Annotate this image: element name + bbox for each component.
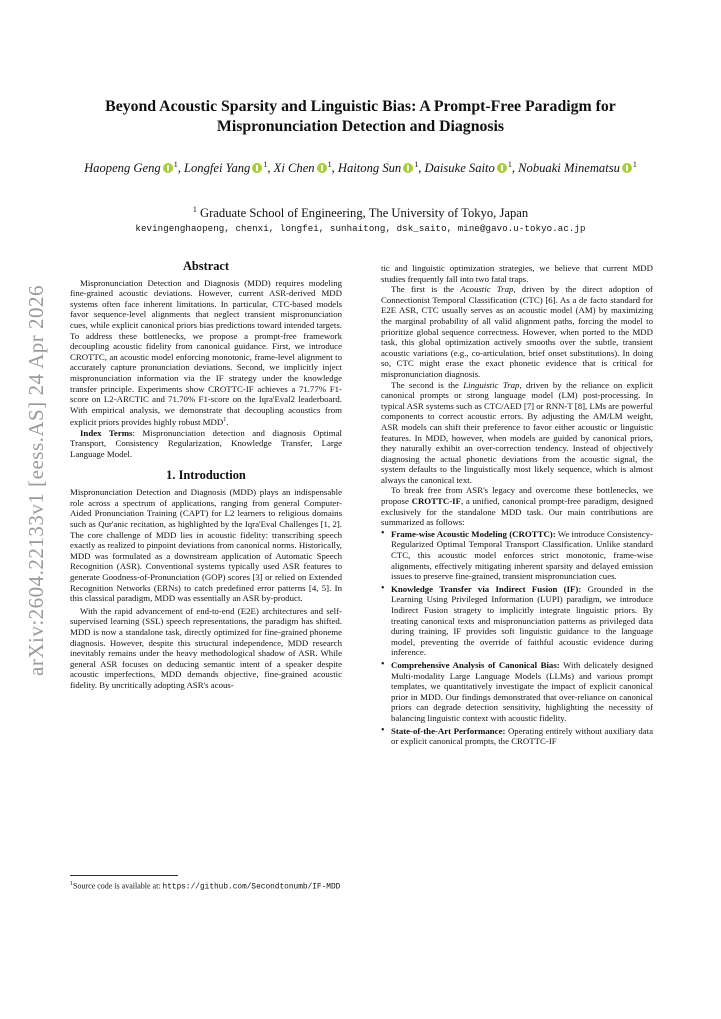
right-column [381,263,653,749]
author-name: Xi Chen [273,161,315,176]
footnote-divider [70,875,178,876]
arxiv-identifier: arXiv:2604.22133v1 [eess.AS] 24 Apr 2026 [23,284,48,676]
author-emails[interactable]: kevingenghaopeng, chenxi, longfei, sunhaitong, dsk_saito, mine@gavo.u-tokyo.ac.jp [135,223,586,234]
footnote-marker[interactable]: 1 [223,417,227,424]
index-terms: Index Terms: Mispronunciation detection and diagnosis Optimal Transport, Consistency Regularization, Knowledge Transfer, Large Language Model. [70,427,343,460]
source-code-link[interactable]: https://github.com/Secondtonumb/IF-MDD [162,883,341,892]
orcid-icon[interactable] [497,163,507,173]
body-paragraph: The second is the Linguistic Trap, driven by the reliance on explicit canonical prompts or strong language model (LM) post-processing. In typical ASR systems such as CTC/AED [7] or RNN-T [8], LMs are powerful components to correct acoustic errors. By adjusting the AM/LM weight, ASR models can shift their preference to favor either acoustic or linguistic features. In MDD, however, when models are guided by canonical priors, they naturally exhibit an over-correction tendency. Instead of objectively diagnosing the actual phonetic deviations from the acoustic signal, the system defaults to the linguistically most likely sequence, which is almost always the canonical text. [381,379,653,485]
body-paragraph: tic and linguistic optimization strategies, we believe that current MDD studies frequently fall into two fatal traps. [381,263,653,284]
orcid-icon[interactable] [622,163,632,173]
section-heading-introduction: 1. Introduction [166,467,246,482]
author-name: Daisuke Saito [424,161,495,176]
list-item: • Frame-wise Acoustic Modeling (CROTTC): We introduce Consistency-Regularized Optimal Temporal Transport Classification. Unlike standard CTC, this acoustic model enforces strict monotonic, frame-wise alignments, effectively mitigating inherent sparsity and delayed emission issues to preserve fine-grained, transient mispronunciation cues. [381,529,653,582]
list-item: • Knowledge Transfer via Indirect Fusion (IF): Grounded in the Learning Using Privileged Information (LUPI) paradigm, we introduce Indirect Fusion stragety to implicitly integrate linguistic priors. By treating canonical texts and mispronunciation patterns as privileged data during training, IF provides soft linguistic guidance to the language model, preventing the override of faithful acoustic evidence during inference. [381,584,653,658]
left-column [70,261,342,690]
footnote: $^1$Source code is available at: https://github.com/Secondtonumb/IF-MDD [70,881,341,892]
orcid-icon[interactable] [403,163,413,173]
abstract-heading: Abstract [182,259,230,273]
author-name: Haitong Sun [337,161,402,176]
list-item: • State-of-the-Art Performance: Operating entirely without auxiliary data or explicit canonical prompts, the CROTTC-IF [381,726,653,747]
author-list: Haopeng Geng $^1$, Longfei Yang $^1$, Xi Chen $^1$, Haitong Sun $^1$, Daisuke Saito $^1$, Nobuaki Minematsu $^1$ [84,160,637,176]
body-paragraph: To break free from ASR's legacy and overcome these bottlenecks, we propose CROTTC-IF, a unified, canonical prompt-free paradigm, designed exclusively for the standalone MDD task. Our main contributions are summarized as follows: [381,485,653,528]
orcid-icon[interactable] [163,163,173,173]
abstract-text: Mispronunciation Detection and Diagnosis (MDD) requires modeling fine-grained acoustic deviations. However, current ASR-derived MDD systems often face inherent limitations. In particular, CTC-based models favor sequence-level alignments that neglect transient mispronunciation cues, while explicit canonical priors bias predictions toward intended targets. To address these bottlenecks, we propose a prompt-free framework decoupling acoustic fidelity from canonical guidance. First, we introduce CROTTC, an acoustic model enforcing monotonic, frame-level alignment to accurately capture pronunciation deviations. Second, we implicitly inject mispronunciation information via the IF strategy under the knowledge transfer principle. Experiments show CROTTC-IF achieves a 71.77% F1-score on L2-ARCTIC and 71.70% F1-score on the Iqra'Eval2 leaderboard. With empirical analysis, we demonstrate that decoupling acoustics from explicit priors provides highly robust MDD$^1$. [70,277,342,428]
body-paragraph: The first is the Acoustic Trap, driven by the direct adoption of Connectionist Temporal Classification (CTC) [6]. As a de facto standard for E2E ASR, CTC usually serves as an acoustic model (AM) by maximizing the marginal probability of all valid alignment paths, forcing the model to prioritize global sequence correctness. However, when ported to the MDD task, this global optimization actively smooths over the subtle, transient acoustic variations (e.g., co-articulation, brief onset substitutions). In doing so, CTC might erase the exact phonetic evidence that is critical for mispronunciation diagnosis. [381,284,653,379]
orcid-icon[interactable] [252,163,262,173]
contribution-list [381,529,653,747]
list-item: • Comprehensive Analysis of Canonical Bias: With delicately designed Multi-modality Large Language Models (LLMs) and various prompt templates, we quantitatively investigate the impact of explicit canonical prior in MDD. Our findings demonstrated that over-reliance on canonical priors can degrade detection sensitivity, highlighting the necessity of balancing linguistic context with acoustic fidelity. [381,660,653,724]
author-name: Haopeng Geng [84,161,161,176]
paper-title: Beyond Acoustic Sparsity and Linguistic Bias: A Prompt-Free Paradigm for Mispronunciation Detection and Diagnosis [105,98,616,135]
intro-paragraph: With the rapid advancement of end-to-end (E2E) architectures and self-supervised learning (SSL) speech representations, the paradigm has shifted. MDD is now a standalone task, directly optimized for fine-grained phoneme diagnosis. However, despite this structural independence, MDD research inevitably remains under the heavy methodological shadow of ASR. While general ASR focuses on deducing semantic intent of a speaker despite acoustic imperfections, MDD demands objective, fine-grained acoustic fidelity. By uncritically adopting ASR's acous- [70,605,342,690]
author-name: Longfei Yang [183,161,251,176]
intro-paragraph: Mispronunciation Detection and Diagnosis (MDD) plays an indispensable role across a spectrum of applications, ranging from general Computer-Aided Pronunciation Training (CAPT) for L2 learners to religious domains such as Qur'anic recitation, as highlighted by the Iqra'Eval Challenges [1, 2]. The core challenge of MDD lies in acoustic fidelity: transcribing speech exactly as realized to pinpoint deviations from canonical norms. Historically, MDD was formulated as a downstream application of Automatic Speech Recognition (ASR). Conventional systems typically used ASR features to generate Goodness-of-Pronunciation (GOP) scores [3] or relied on Extended Recognition Networks (ERNs) to catch predefined error patterns [4, 5]. In this classical paradigm, MDD was essentially an ASR by-product. [70,487,342,604]
author-name: Nobuaki Minematsu [518,161,620,176]
orcid-icon[interactable] [317,163,327,173]
affiliation: $^1$ Graduate School of Engineering, The University of Tokyo, Japan [192,205,529,221]
